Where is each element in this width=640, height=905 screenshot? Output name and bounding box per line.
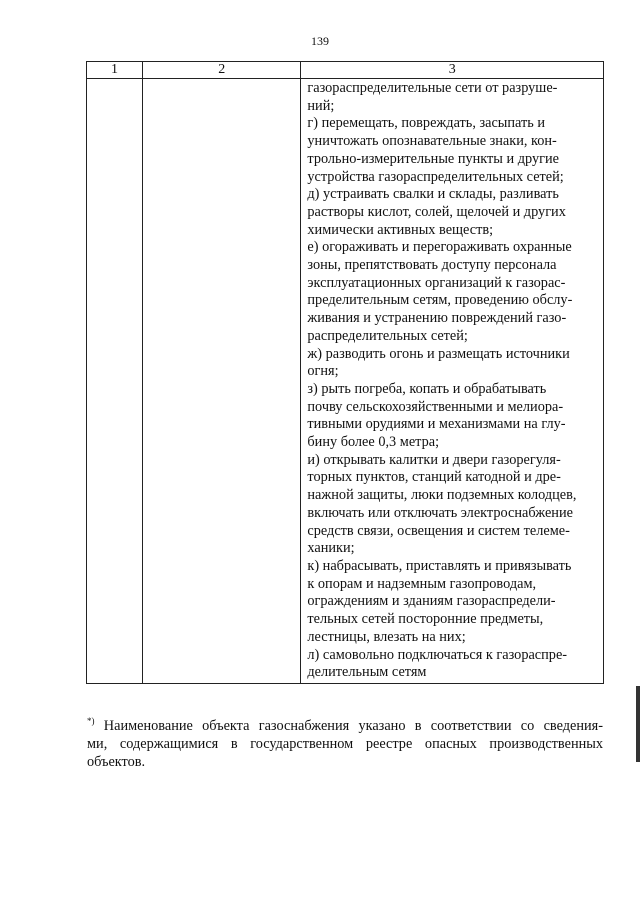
cell-column-3: [301, 79, 604, 684]
cell-column-1: [87, 79, 143, 684]
prohibition-line: лестницы, влезать на них;: [307, 628, 466, 645]
table-header-row: [87, 62, 604, 79]
column-header-3: 3: [301, 62, 604, 79]
prohibition-line: эксплуатационных организаций к газорас-: [307, 274, 566, 291]
prohibition-line: тивными орудиями и механизмами на глу-: [307, 416, 566, 433]
prohibition-line: растворы кислот, солей, щелочей и других: [307, 203, 566, 220]
prohibition-line: к) набрасывать, приставлять и привязывать: [307, 557, 572, 574]
prohibition-line: к опорам и надземным газопроводам,: [307, 575, 537, 592]
prohibition-line: ограждениям и зданиям газораспредели-: [307, 593, 556, 610]
prohibition-line: средств связи, освещения и систем телеме-: [307, 522, 570, 539]
prohibition-line: включать или отключать электроснабжение: [307, 504, 573, 521]
scan-edge-mark: [636, 686, 640, 762]
prohibition-line: и) открывать калитки и двери газорегуля-: [307, 451, 561, 468]
prohibitions-table: [86, 61, 604, 684]
prohibition-line: пределительным сетям, проведению обслу-: [307, 292, 573, 309]
prohibition-line: уничтожать опознавательные знаки, кон-: [307, 133, 557, 150]
prohibition-line: е) огораживать и перегораживать охранные: [307, 239, 572, 256]
prohibition-line: газораспределительные сети от разруше-: [307, 80, 558, 96]
prohibition-line: ж) разводить огонь и размещать источники: [307, 345, 570, 362]
column-header-1: 1: [87, 62, 143, 79]
prohibition-line: торных пунктов, станций катодной и дре-: [307, 469, 561, 486]
prohibition-line: зоны, препятствовать доступу персонала: [307, 257, 557, 274]
prohibition-line: г) перемещать, повреждать, засыпать и: [307, 115, 546, 132]
footnote-line: [87, 717, 603, 735]
footnote-marker: *): [87, 717, 95, 727]
cell-column-2: [143, 79, 301, 684]
prohibition-line: распределительных сетей;: [307, 327, 468, 344]
column-header-2: 2: [143, 62, 301, 79]
prohibition-line: тельных сетей посторонние предметы,: [307, 611, 544, 628]
prohibition-line: почву сельскохозяйственными и мелиора-: [307, 398, 564, 415]
prohibition-line: делительным сетям: [307, 664, 427, 681]
prohibition-line: л) самовольно подключаться к газораспре-: [307, 646, 568, 663]
page-number: 139: [311, 34, 329, 48]
prohibition-line: нажной защиты, люки подземных колодцев,: [307, 487, 577, 504]
prohibition-line: огня;: [307, 363, 339, 380]
footnote-line: объектов.: [87, 754, 146, 770]
footnote-line: ми, содержащимися в государственном реестре опасных производственных: [87, 736, 603, 752]
prohibition-line: ханики;: [307, 540, 355, 557]
prohibition-line: трольно-измерительные пункты и другие: [307, 150, 559, 167]
prohibition-line: ний;: [307, 97, 335, 114]
footnote-text: Наименование объекта газоснабжения указано в соответствии со сведения-: [103, 718, 603, 734]
prohibition-line: живания и устранению повреждений газо-: [307, 310, 567, 327]
prohibition-line: з) рыть погреба, копать и обрабатывать: [307, 380, 547, 397]
prohibition-line: химически активных веществ;: [307, 221, 494, 238]
prohibition-line: устройства газораспределительных сетей;: [307, 168, 564, 185]
prohibition-line: бину более 0,3 метра;: [307, 434, 440, 451]
prohibition-line: д) устраивать свалки и склады, разливать: [307, 186, 559, 203]
table-row: [87, 79, 604, 684]
footnote: [87, 717, 603, 771]
